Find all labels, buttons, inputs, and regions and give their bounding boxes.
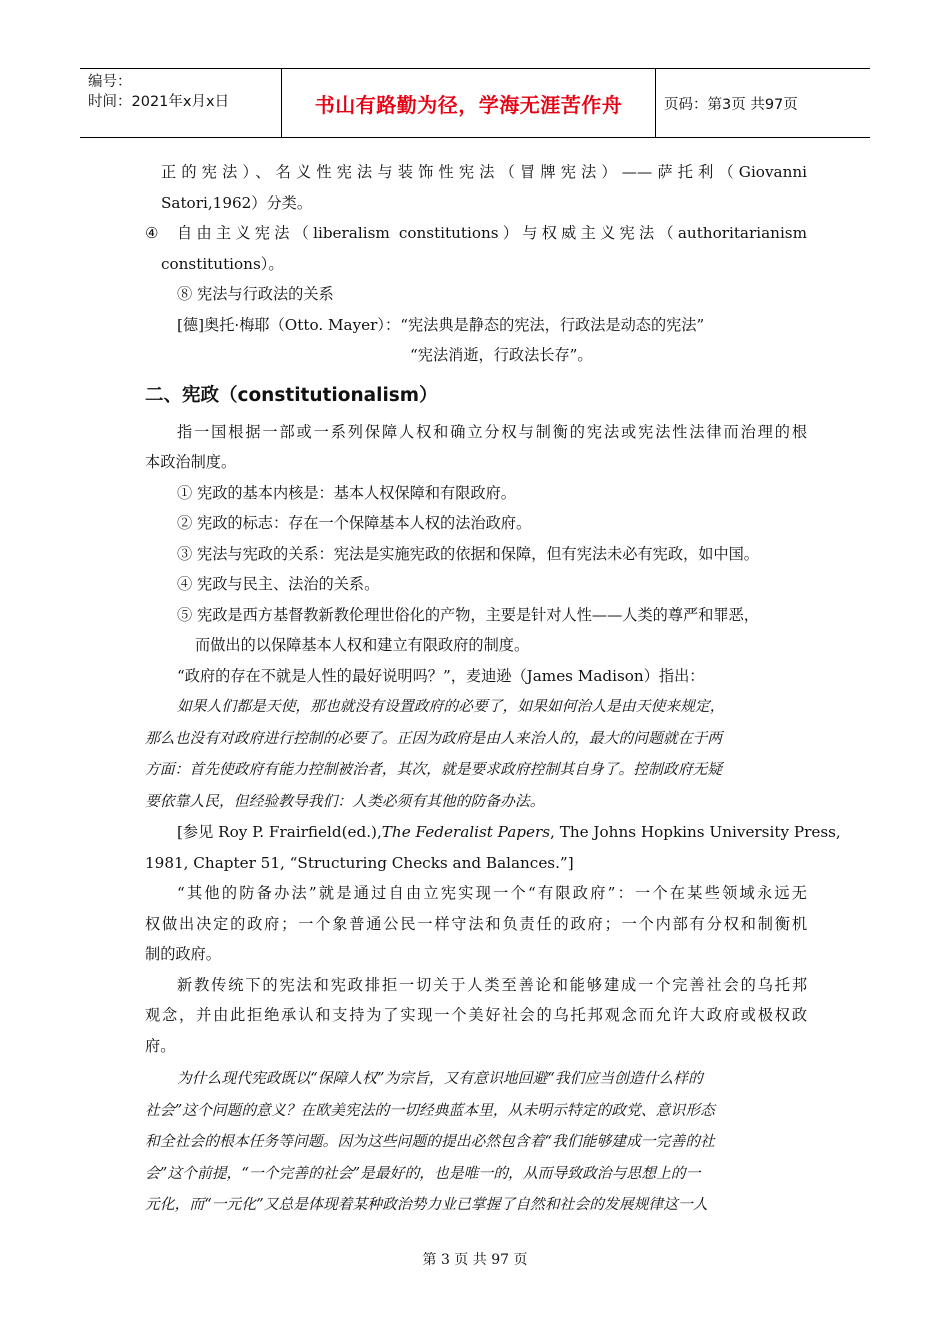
quote-line: 要依靠人民，但经验教导我们：人类必须有其他的防备办法。 bbox=[145, 792, 545, 810]
section-heading: 二、宪政（constitutionalism） bbox=[145, 384, 438, 406]
quote-line: 方面：首先使政府有能力控制被治者，其次，就是要求政府控制其自身了。控制政府无疑 bbox=[145, 761, 723, 778]
list-item bbox=[145, 218, 807, 249]
text-line: 而做出的以保障基本人权和建立有限政府的制度。 bbox=[195, 636, 530, 654]
text-line: “宪法消逝，行政法长存”。 bbox=[410, 346, 593, 364]
page-header bbox=[80, 68, 870, 138]
list-item: ⑤ 宪政是西方基督教新教伦理世俗化的产物，主要是针对人性——人类的尊严和罪恶， bbox=[177, 605, 759, 624]
reference-line bbox=[145, 817, 841, 848]
header-motto-cell bbox=[282, 69, 656, 137]
reference-suffix: , The Johns Hopkins University Press, bbox=[550, 823, 841, 841]
reference-title: The Federalist Papers bbox=[381, 823, 551, 841]
text-line: 为什么现代宪政既以“保障人权”为宗旨，又有意识地回避“我们应当创造什么样的 bbox=[177, 1070, 703, 1087]
text-line: 自由主义宪法（liberalism constitutions）与权威主义宪法（authoritarianism bbox=[177, 224, 807, 242]
text-line: 府。 bbox=[145, 1036, 176, 1055]
text-line: 观念，并由此拒绝承认和支持为了实现一个美好社会的乌托邦观念而允许大政府或极权政 bbox=[145, 1006, 807, 1024]
date-line: 时间：2021年x月x日 bbox=[88, 94, 230, 110]
code-label: 编号： bbox=[88, 74, 132, 90]
text-line: constitutions）。 bbox=[161, 254, 284, 273]
quote-line: 那么也没有对政府进行控制的必要了。正因为政府是由人来治人的，最大的问题就在于两 bbox=[145, 729, 723, 747]
page-info: 页码：第3页 共97页 bbox=[664, 96, 798, 113]
text-line: ⑧ 宪法与行政法的关系 bbox=[177, 285, 334, 303]
text-line: 元化，而“一元化”又总是体现着某种政治势力业已掌握了自然和社会的发展规律这一人 bbox=[145, 1196, 708, 1213]
text-line: Satori,1962）分类。 bbox=[161, 193, 313, 212]
footer-page-number: 第 3 页 共 97 页 bbox=[422, 1252, 528, 1268]
list-item: ③ 宪法与宪政的关系：宪法是实施宪政的依据和保障，但有宪法未必有宪政，如中国。 bbox=[177, 544, 759, 563]
list-item: ① 宪政的基本内核是：基本人权保障和有限政府。 bbox=[177, 483, 516, 502]
text-line: 和全社会的根本任务等问题。因为这些问题的提出必然包含着“我们能够建成一完善的社 bbox=[145, 1133, 715, 1150]
text-line: 指一国根据一部或一系列保障人权和确立分权与制衡的宪法或宪法性法律而治理的根 bbox=[177, 422, 807, 441]
list-item: ② 宪政的标志：存在一个保障基本人权的法治政府。 bbox=[177, 514, 532, 532]
text-line: “其他的防备办法”就是通过自由立宪实现一个“有限政府”：一个在某些领域永远无 bbox=[177, 884, 807, 902]
text-line: 新教传统下的宪法和宪政排拒一切关于人类至善论和能够建成一个完善社会的乌托邦 bbox=[177, 975, 807, 994]
reference-line: 1981, Chapter 51, “Structuring Checks and Balances.”] bbox=[145, 853, 574, 872]
document-body bbox=[145, 157, 841, 1221]
header-page-info bbox=[656, 69, 870, 137]
text-line: 会”这个前提，“一个完善的社会”是最好的，也是唯一的，从而导致政治与思想上的一 bbox=[145, 1164, 701, 1182]
header-meta bbox=[80, 69, 282, 137]
text-line: 制的政府。 bbox=[145, 945, 221, 963]
page-footer bbox=[0, 1249, 950, 1269]
quote-line: 如果人们都是天使，那也就没有设置政府的必要了，如果如何治人是由天使来规定， bbox=[177, 698, 725, 715]
motto: 书山有路勤为径，学海无涯苦作舟 bbox=[314, 92, 623, 117]
text-line: [德]奥托·梅耶（Otto. Mayer）：“宪法典是静态的宪法，行政法是动态的宪法” bbox=[177, 315, 705, 334]
text-line: 本政治制度。 bbox=[145, 453, 237, 471]
text-line: “政府的存在不就是人性的最好说明吗？”，麦迪逊（James Madison）指出： bbox=[177, 666, 705, 685]
text-line: 社会”这个问题的意义？在欧美宪法的一切经典蓝本里，从未明示特定的政党、意识形态 bbox=[145, 1101, 715, 1119]
list-number: ④ bbox=[145, 224, 159, 242]
list-item: ④ 宪政与民主、法治的关系。 bbox=[177, 575, 380, 593]
reference-prefix: [参见 Roy P. Frairfield(ed.), bbox=[177, 823, 382, 841]
text-line: 权做出决定的政府；一个象普通公民一样守法和负责任的政府；一个内部有分权和制衡机 bbox=[145, 914, 807, 933]
text-line: 正的宪法）、名义性宪法与装饰性宪法（冒牌宪法）——萨托利（Giovanni bbox=[161, 163, 807, 181]
